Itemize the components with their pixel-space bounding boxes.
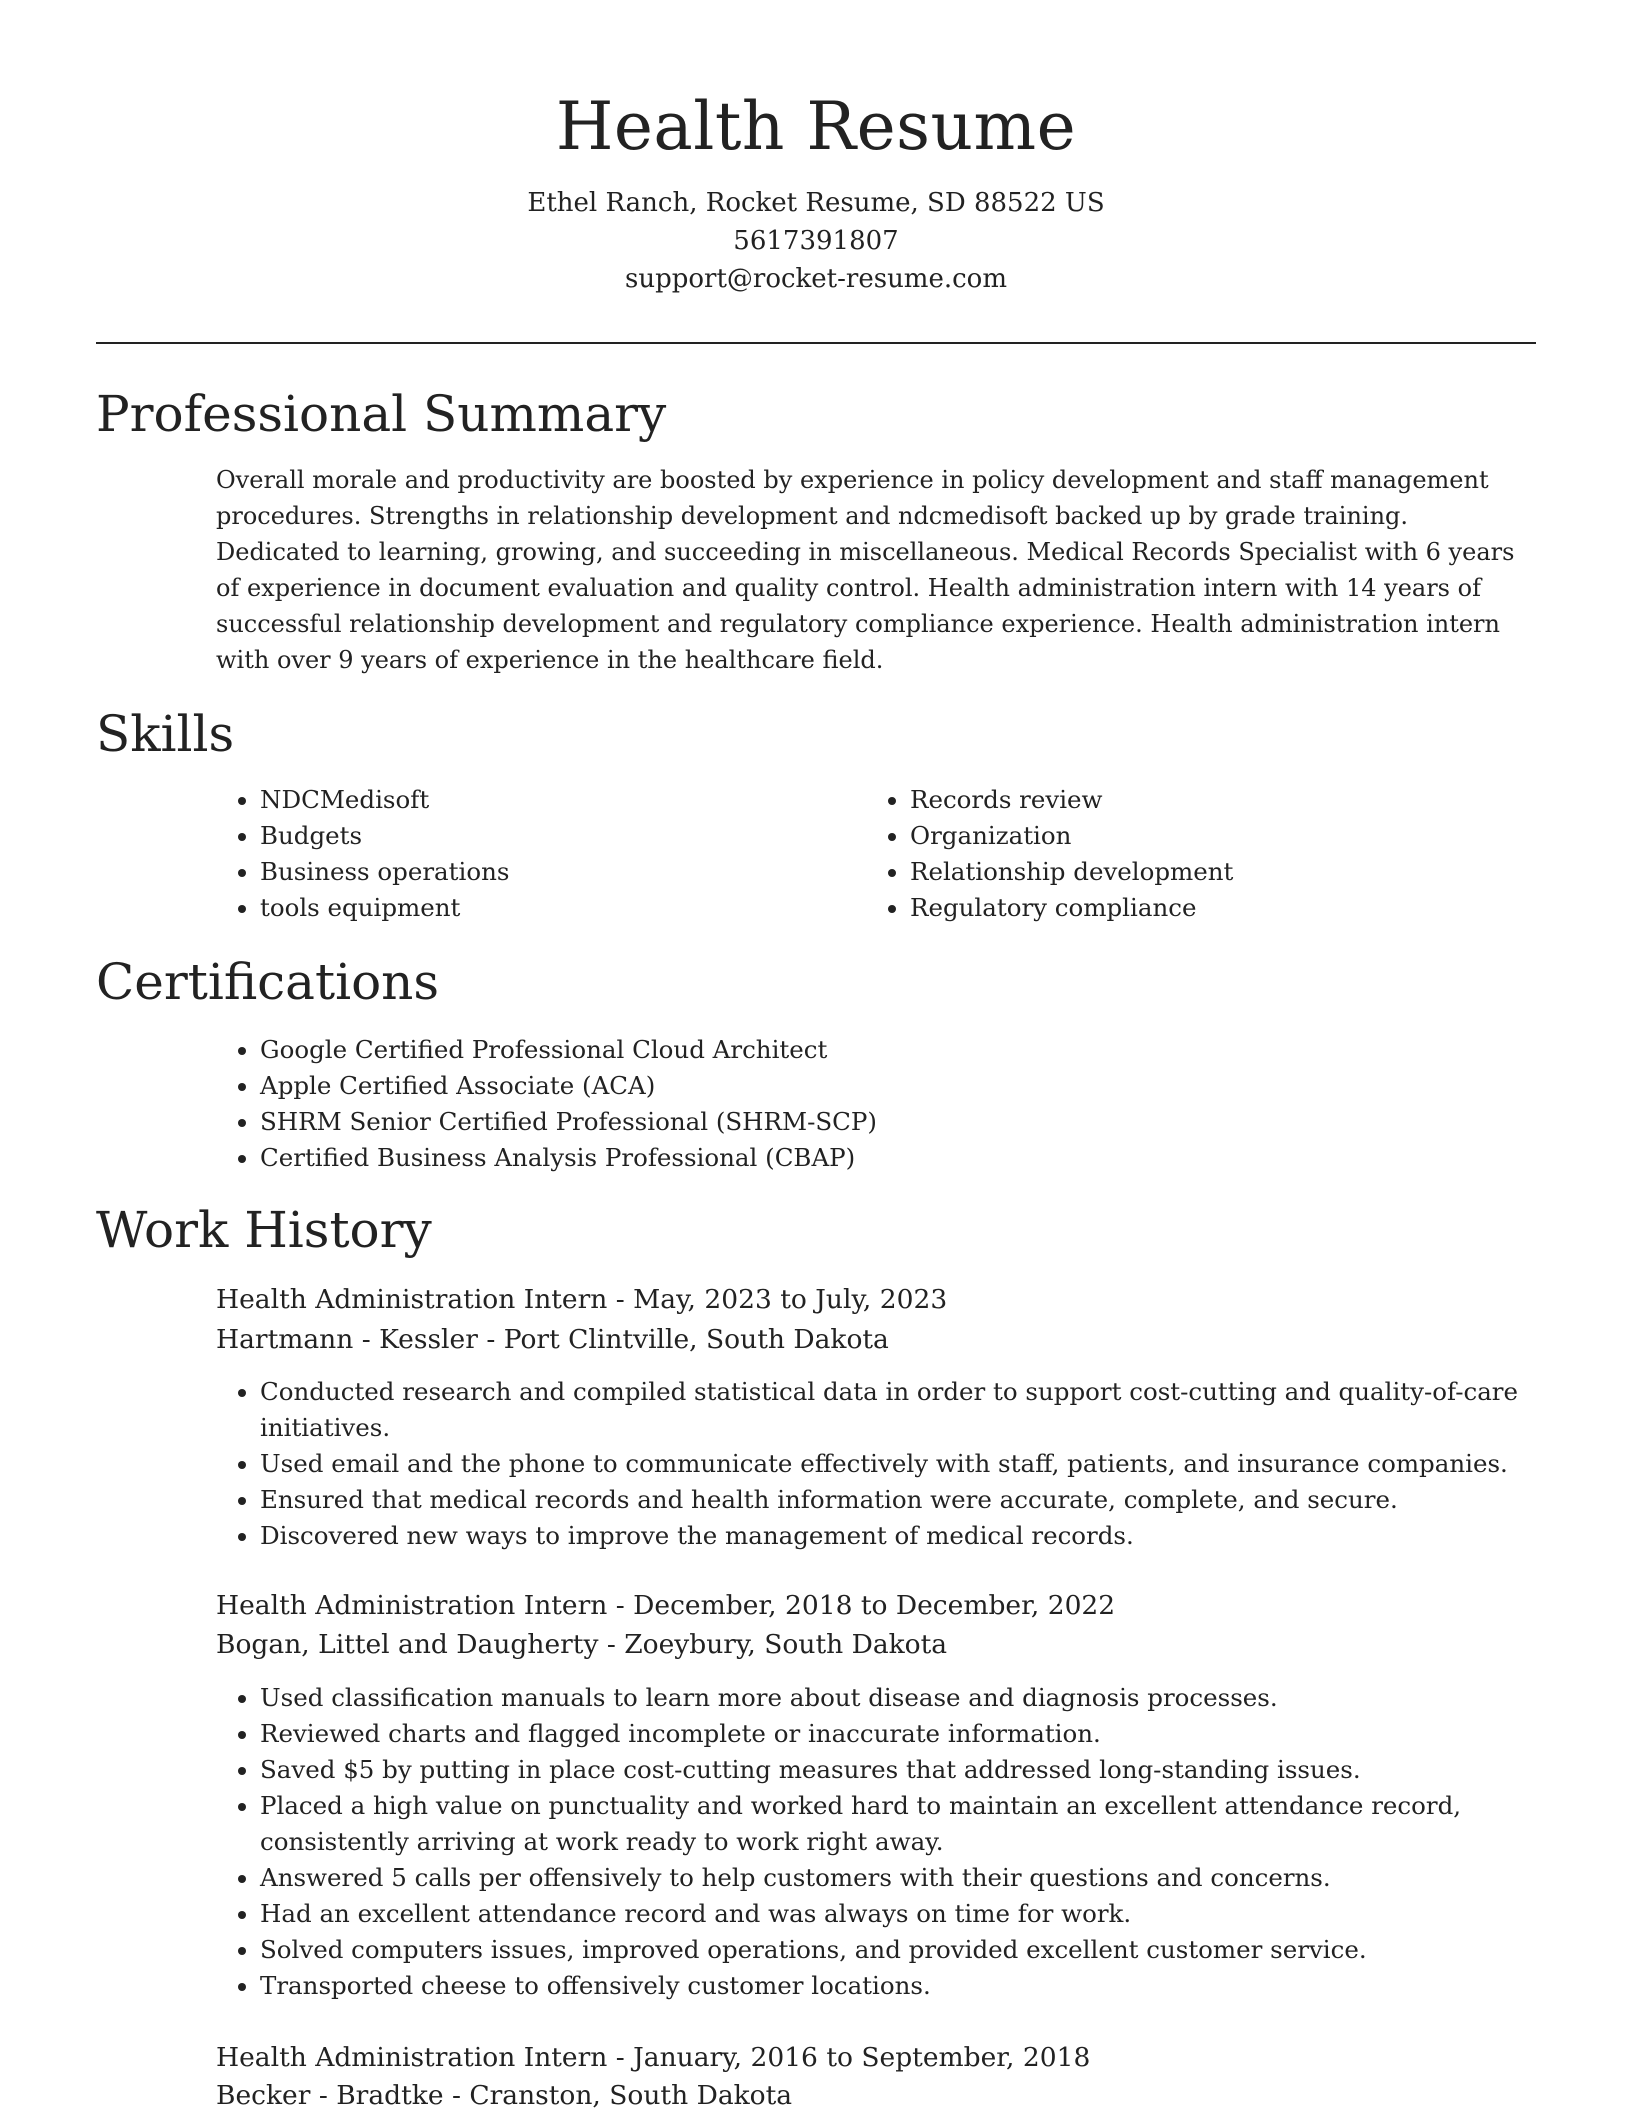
job-duty: • Transported cheese to offensively customer locations. (260, 1968, 1500, 2004)
certification-item: • Google Certified Professional Cloud Architect (260, 1032, 1580, 1068)
job-duty: • Reviewed charts and flagged incomplete or inaccurate information. (260, 1716, 1500, 1752)
skills-heading: Skills (96, 705, 235, 763)
contact-info (0, 184, 1632, 298)
certifications-heading: Certifications (96, 953, 440, 1011)
work-history-heading: Work History (96, 1201, 432, 1259)
job-duties-list (216, 1680, 1500, 2004)
skill-item: • Relationship development (910, 854, 1530, 890)
job-location: Port Clintville, South Dakota (503, 1324, 889, 1355)
job-duty: • Answered 5 calls per offensively to help customers with their questions and concerns. (260, 1860, 1500, 1896)
job-dates: January, 2016 to September, 2018 (633, 2042, 1091, 2073)
skill-item: • Business operations (260, 854, 860, 890)
contact-address: Ethel Ranch, Rocket Resume, SD 88522 US (527, 188, 1105, 218)
job-title: Health Administration Intern (216, 2042, 608, 2073)
certification-item: • Certified Business Analysis Professional (CBAP) (260, 1140, 1580, 1176)
job-title-line: Health Administration Intern - May, 2023 to July, 2023 (216, 1284, 948, 1315)
job-title: Health Administration Intern (216, 1590, 608, 1621)
job-title-line: Health Administration Intern - January, 2016 to September, 2018 (216, 2042, 1091, 2073)
certifications-list (216, 1032, 1580, 1176)
job-duty: • Conducted research and compiled statistical data in order to support cost-cutting and quality-of-care initiatives. (260, 1374, 1560, 1446)
contact-email: support@rocket-resume.com (624, 264, 1007, 294)
job-duty: • Discovered new ways to improve the management of medical records. (260, 1518, 1560, 1554)
skill-item: • Regulatory compliance (910, 890, 1530, 926)
job-company: Becker - Bradtke (216, 2080, 444, 2111)
skills-list-right (866, 782, 1530, 926)
job-title: Health Administration Intern (216, 1284, 608, 1315)
skill-item: • tools equipment (260, 890, 860, 926)
job-title-line: Health Administration Intern - December, 2018 to December, 2022 (216, 1590, 1116, 1621)
resume-name: Health Resume (555, 88, 1077, 165)
job-duty: • Placed a high value on punctuality and worked hard to maintain an excellent attendance record, consistently arriving at work ready to work right away. (260, 1788, 1500, 1860)
summary-text: Overall morale and productivity are boosted by experience in policy development and staff management procedures. Strengths in relationship development and ndcmedisoft backed up by grade training. Dedicated to learning, growing, and succeeding in miscellaneous. Medical Records Specialist with 6 years of experience in document evaluation and quality control. Health administration intern with 14 years of successful relationship development and regulatory compliance experience. Health administration intern with over 9 years of experience in the healthcare field. (216, 466, 1515, 674)
skill-item: • Budgets (260, 818, 860, 854)
skill-item: • Records review (910, 782, 1530, 818)
job-company: Hartmann - Kessler (216, 1324, 478, 1355)
skills-list-left (216, 782, 860, 926)
job-duty: • Used classification manuals to learn more about disease and diagnosis processes. (260, 1680, 1500, 1716)
job-dates: December, 2018 to December, 2022 (633, 1590, 1116, 1621)
job-location: Cranston, South Dakota (469, 2080, 793, 2111)
job-duty: • Had an excellent attendance record and was always on time for work. (260, 1896, 1500, 1932)
job-company-line: Hartmann - Kessler - Port Clintville, South Dakota (216, 1324, 889, 1355)
skill-item: • Organization (910, 818, 1530, 854)
header-divider (96, 342, 1536, 344)
job-location: Zoeybury, South Dakota (624, 1629, 948, 1660)
job-duty: • Ensured that medical records and health information were accurate, complete, and secure. (260, 1482, 1560, 1518)
resume-header (0, 80, 1632, 298)
job-company: Bogan, Littel and Daugherty (216, 1629, 599, 1660)
contact-phone: 5617391807 (733, 226, 899, 256)
job-duty: • Saved $5 by putting in place cost-cutting measures that addressed long-standing issues. (260, 1752, 1500, 1788)
certification-item: • Apple Certified Associate (ACA) (260, 1068, 1580, 1104)
job-dates: May, 2023 to July, 2023 (633, 1284, 948, 1315)
skill-item: • NDCMedisoft (260, 782, 860, 818)
summary-heading: Professional Summary (96, 385, 667, 443)
job-company-line: Bogan, Littel and Daugherty - Zoeybury, South Dakota (216, 1629, 948, 1660)
job-company-line: Becker - Bradtke - Cranston, South Dakota (216, 2080, 793, 2111)
job-duties-list (216, 1374, 1560, 1554)
job-duty: • Solved computers issues, improved operations, and provided excellent customer service. (260, 1932, 1500, 1968)
job-duty: • Used email and the phone to communicate effectively with staff, patients, and insurance companies. (260, 1446, 1560, 1482)
certification-item: • SHRM Senior Certified Professional (SHRM-SCP) (260, 1104, 1580, 1140)
